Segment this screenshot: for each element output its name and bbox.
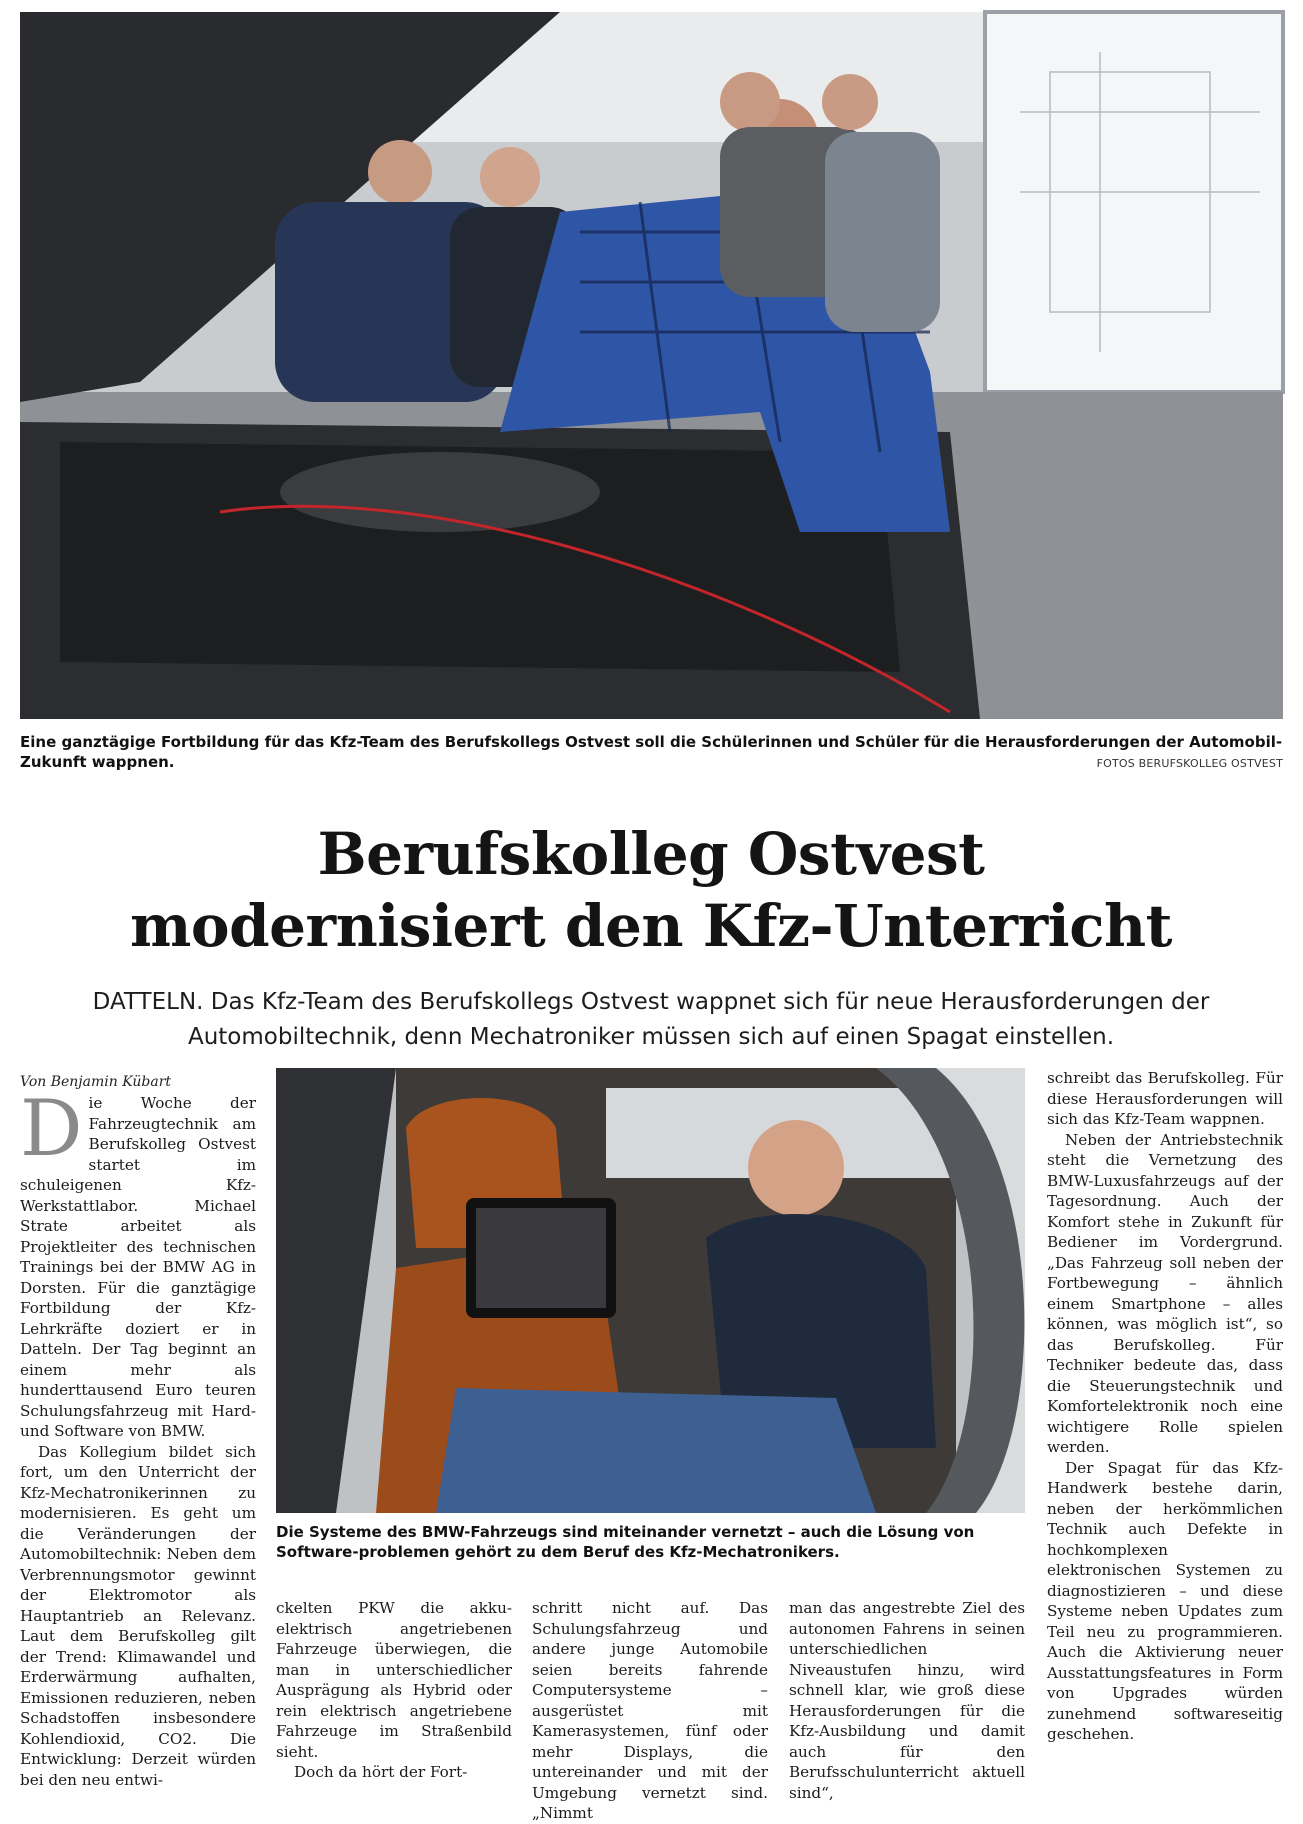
photo-credit: FOTOS BERUFSKOLLEG OSTVEST — [1096, 757, 1283, 770]
article-column-5 — [1047, 1068, 1283, 1805]
paragraph: Doch da hört der Fort- — [294, 1763, 468, 1781]
byline: Von Benjamin Kübart — [20, 1074, 172, 1090]
car-interior-drawing — [276, 1068, 1025, 1513]
lead-line-1: DATTELN. Das Kfz-Team des Berufskollegs Ostvest wappnet sich für neue Herausforderungen der — [92, 989, 1210, 1015]
paragraph — [20, 1084, 256, 1442]
article-column-2 — [276, 1598, 512, 1805]
paragraph: schreibt das Berufskolleg. Für diese Herausforderungen will sich das Kfz-Team wappnen. — [1047, 1069, 1283, 1128]
drop-cap: D — [20, 1084, 83, 1174]
workshop-photo-drawing — [20, 12, 1283, 719]
paragraph-text: ie Woche der Fahrzeugtechnik am Berufskolleg Ostvest startet im schuleigenen Kfz-Werkstattlabor. Michael Strate arbeitet als Projektleiter des technischen Trainings bei der BMW AG in Dorsten. Für die ganztägige Fortbildung der Kfz-Lehrkräfte doziert er in Datteln. Der Tag beginnt an einem mehr als hunderttausend Euro teuren Schulungsfahrzeug mit Hard- und Software von BMW. — [20, 1094, 256, 1440]
article-column-1 — [20, 1084, 256, 1805]
paragraph: schritt nicht auf. Das Schulungsfahrzeug und andere junge Automobile seien bereits fahrende Computersysteme – ausgerüstet mit Kamerasystemen, fünf oder mehr Displays, die untereinander und mit der Umgebung vernetzt sind. „Nimmt — [532, 1599, 768, 1822]
lead-line-2: Automobiltechnik, denn Mechatroniker müssen sich auf einen Spagat einstellen. — [187, 1024, 1115, 1050]
article-column-3 — [532, 1598, 768, 1822]
paragraph: ckelten PKW die akku-elektrisch angetriebenen Fahrzeuge überwiegen, die man in unterschiedlicher Ausprägung als Hybrid oder rein elektrisch angetriebene Fahrzeuge im Straßenbild sieht. — [276, 1599, 512, 1761]
paragraph: Neben der Antriebstechnik steht die Vernetzung des BMW-Luxusfahrzeugs auf der Tagesordnung. Auch der Komfort stehe in Zukunft für Bediener im Vordergrund. „Das Fahrzeug soll neben der Fortbewegung – ähnlich einem Smartphone – alles können, was möglich ist“, so das Berufskolleg. Für Techniker bedeute das, dass die Steuerungstechnik und Komfortelektronik noch eine wichtigere Rolle spielen werden. — [1047, 1130, 1283, 1456]
headline-line-1: Berufskolleg Ostvest — [317, 820, 985, 888]
car-interior-photo — [276, 1068, 1025, 1513]
workshop-photo — [20, 12, 1283, 719]
paragraph: Der Spagat für das Kfz-Handwerk bestehe darin, neben der herkömmlichen Technik auch Defekte in hochkomplexen elektronischen Systemen zu diagnostizieren – und diese Systeme neben Updates zum Teil neu zu programmieren. Auch die Aktivierung neuer Ausstattungsfeatures in Form von Upgrades würden zunehmend softwareseitig geschehen. — [1047, 1458, 1283, 1743]
article-headline — [20, 818, 1282, 962]
top-photo-caption: Eine ganztägige Fortbildung für das Kfz-Team des Berufskollegs Ostvest soll die Schülerinnen und Schüler für die Herausforderungen der Automobil-Zukunft wappnen. — [20, 733, 1283, 771]
article-lead — [70, 985, 1232, 1055]
article-column-4 — [789, 1598, 1025, 1805]
paragraph: Das Kollegium bildet sich fort, um den Unterricht der Kfz-Mechatronikerinnen zu modernisieren. Es geht um die Veränderungen der Automobiltechnik: Neben dem Verbrennungsmotor gewinnt der Elektromotor als Hauptantrieb an Relevanz. Laut dem Berufskolleg gilt der Trend: Klimawandel und Erderwärmung aufhalten, Emissionen reduzieren, neben Schadstoffen insbesondere Kohlendioxid, CO2. Die Entwicklung: Derzeit würden bei den neu entwi- — [20, 1442, 256, 1789]
paragraph: man das angestrebte Ziel des autonomen Fahrens in seinen unterschiedlichen Niveaustufen hinzu, wird schnell klar, wie groß diese Herausforderungen für die Kfz-Ausbildung und damit auch für den Berufsschulunterricht aktuell sind“, — [789, 1599, 1025, 1802]
interior-photo-caption: Die Systeme des BMW-Fahrzeugs sind miteinander vernetzt – auch die Lösung von Software-problemen gehört zu dem Beruf des Kfz-Mechatronikers. — [276, 1523, 975, 1561]
headline-line-2: modernisiert den Kfz-Unterricht — [130, 892, 1172, 960]
